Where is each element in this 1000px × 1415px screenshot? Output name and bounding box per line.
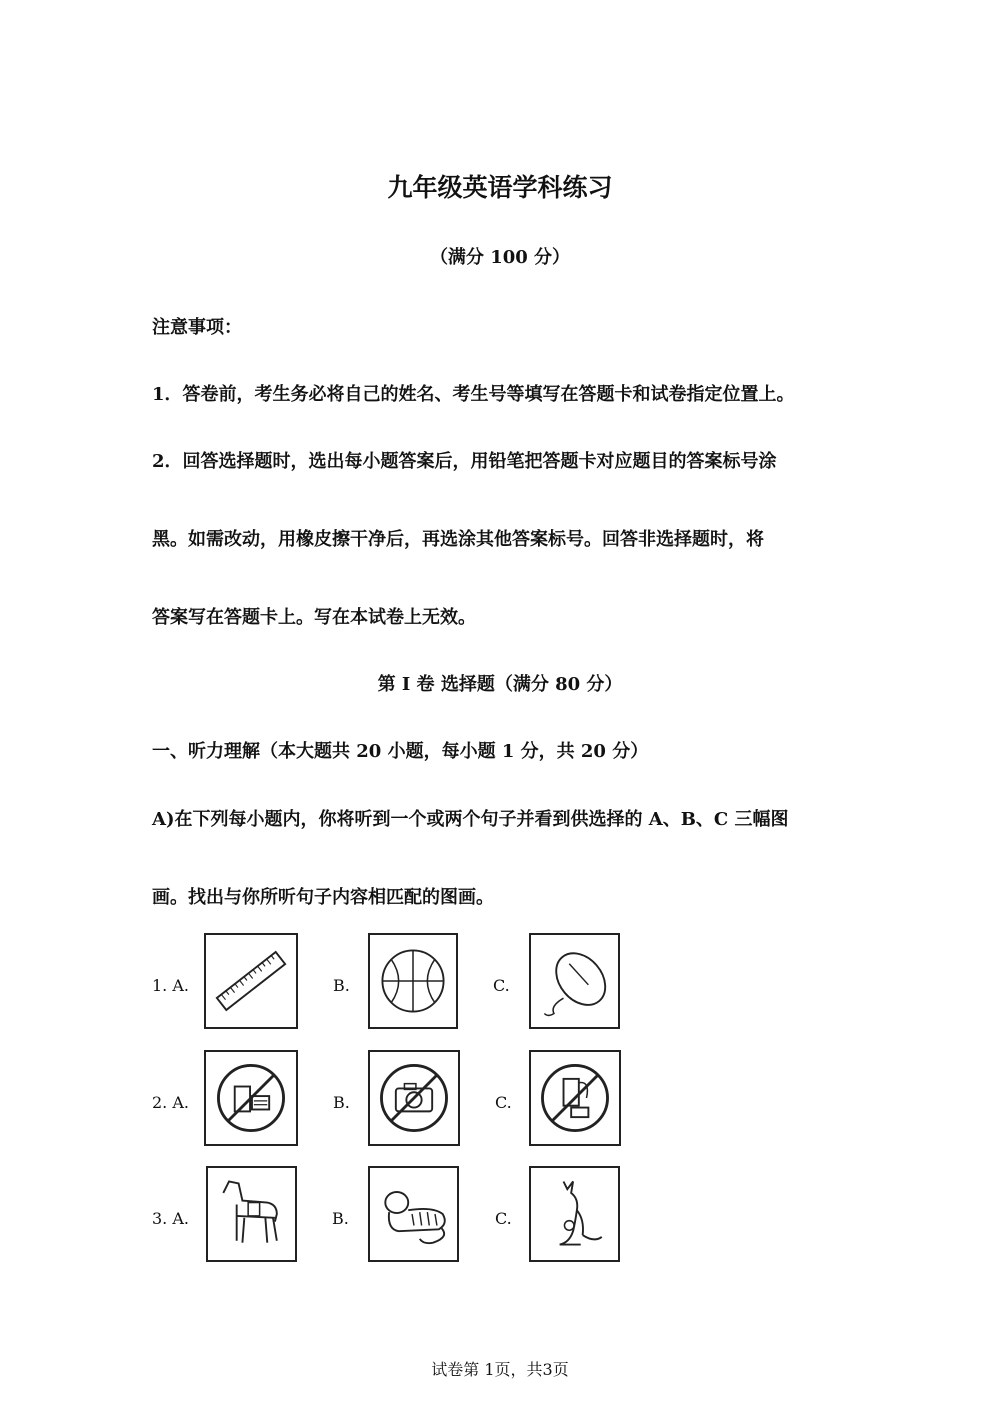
- question-3-option-b-label: B.: [332, 1209, 349, 1228]
- no-camera-icon: [370, 1052, 458, 1144]
- note-item-2-line-3: 答案写在答题卡上。写在本试卷上无效。: [152, 607, 476, 628]
- full-score-note: （满分 100 分）: [429, 247, 571, 268]
- question-2-option-c-label: C.: [495, 1093, 512, 1112]
- question-2-option-a[interactable]: [204, 1050, 298, 1146]
- no-drinking-icon: [531, 1052, 619, 1144]
- horse-icon: [208, 1168, 295, 1260]
- tiger-icon: [370, 1168, 457, 1260]
- exam-title: 九年级英语学科练习: [387, 173, 613, 202]
- question-3-option-c-label: C.: [495, 1209, 512, 1228]
- question-1-option-c[interactable]: [529, 933, 620, 1029]
- listening-section-heading: 一、听力理解（本大题共 20 小题，每小题 1 分，共 20 分）: [152, 741, 649, 762]
- note-item-1: 1．答卷前，考生务必将自己的姓名、考生号等填写在答题卡和试卷指定位置上。: [152, 384, 795, 405]
- question-1-option-b-label: B.: [333, 976, 350, 995]
- instruction-line-1: A)在下列每小题内，你将听到一个或两个句子并看到供选择的 A、B、C 三幅图: [152, 809, 789, 830]
- note-item-2-line-2: 黑。如需改动，用橡皮擦干净后，再选涂其他答案标号。回答非选择题时，将: [152, 529, 764, 550]
- no-littering-icon: [206, 1052, 296, 1144]
- instruction-line-2: 画。找出与你所听句子内容相匹配的图画。: [152, 887, 494, 908]
- part-1-heading: 第 I 卷 选择题（满分 80 分）: [377, 674, 623, 695]
- kangaroo-icon: [531, 1168, 618, 1260]
- question-2-option-b[interactable]: [368, 1050, 460, 1146]
- question-1-label: 1. A.: [152, 976, 189, 995]
- basketball-icon: [370, 935, 456, 1027]
- question-3-label: 3. A.: [152, 1209, 189, 1228]
- question-2-label: 2. A.: [152, 1093, 189, 1112]
- ruler-icon: [206, 935, 296, 1027]
- question-2-option-b-label: B.: [333, 1093, 350, 1112]
- question-1-option-b[interactable]: [368, 933, 458, 1029]
- note-item-2-line-1: 2．回答选择题时，选出每小题答案后，用铅笔把答题卡对应题目的答案标号涂: [152, 451, 777, 472]
- question-1-option-c-label: C.: [493, 976, 510, 995]
- question-3-option-c[interactable]: [529, 1166, 620, 1262]
- computer-mouse-icon: [531, 935, 618, 1027]
- notes-heading: 注意事项：: [152, 317, 242, 338]
- question-3-option-a[interactable]: [206, 1166, 297, 1262]
- question-2-option-c[interactable]: [529, 1050, 621, 1146]
- page-footer: 试卷第 1页，共3页: [431, 1360, 569, 1379]
- question-3-option-b[interactable]: [368, 1166, 459, 1262]
- question-1-option-a[interactable]: [204, 933, 298, 1029]
